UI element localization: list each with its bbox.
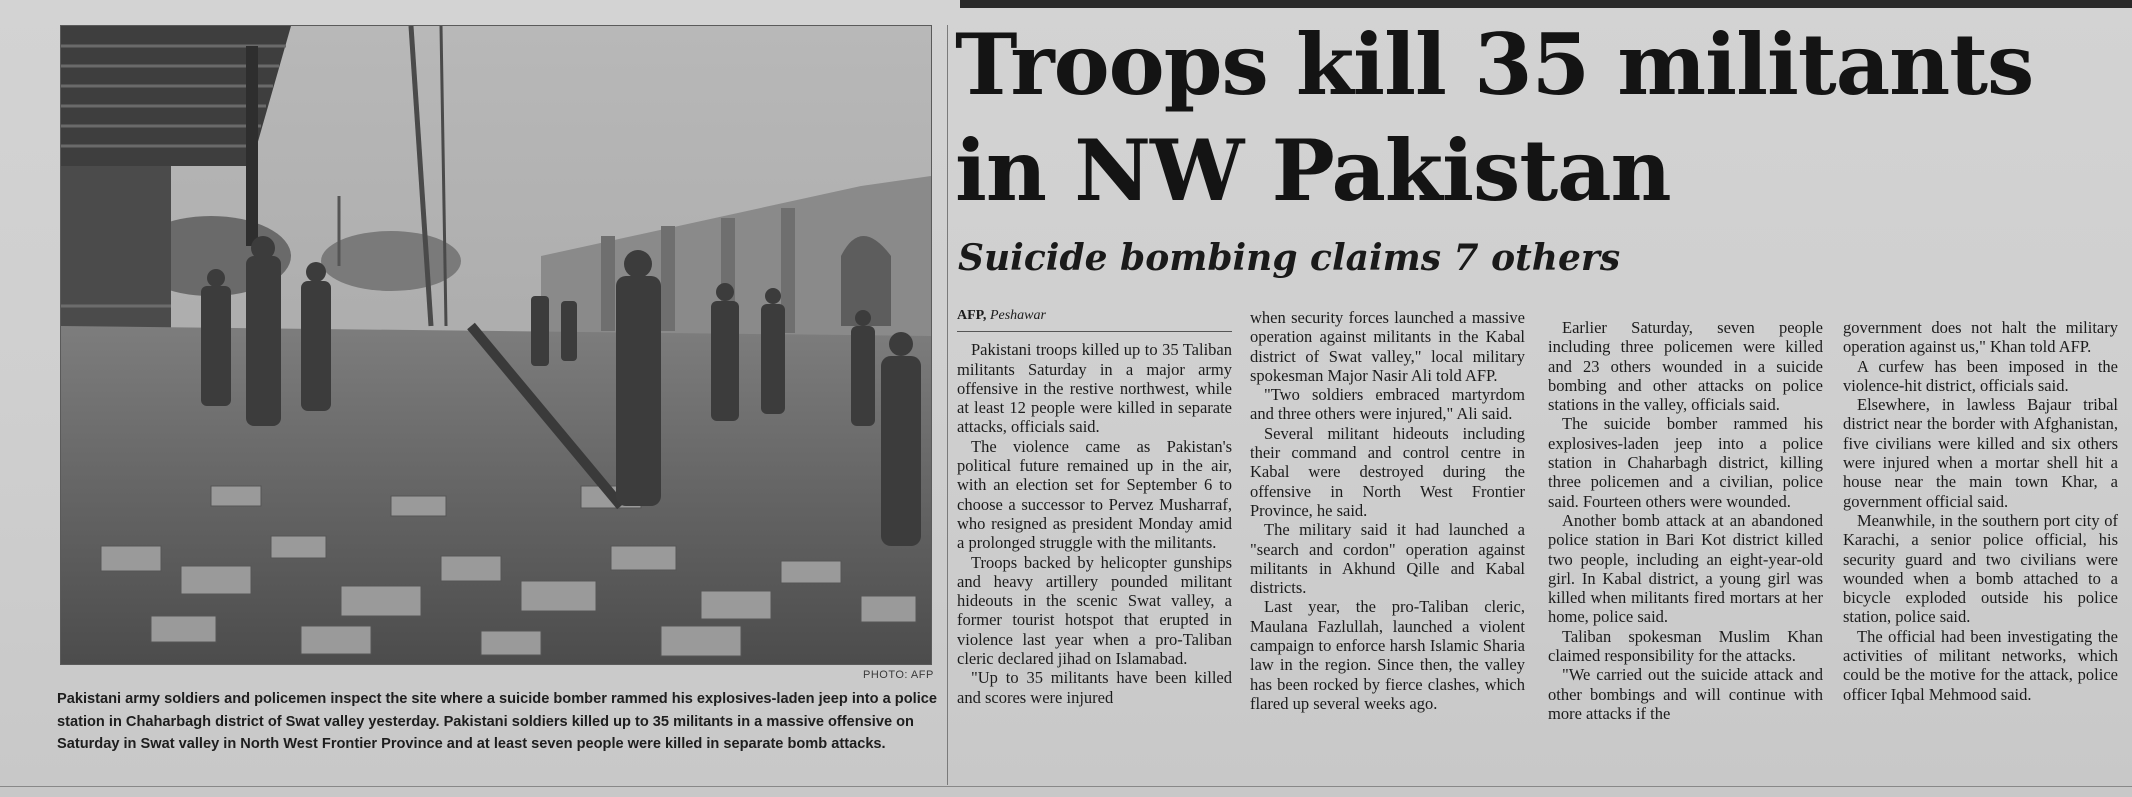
subheadline: Suicide bombing claims 7 others — [958, 237, 1621, 279]
paragraph: Another bomb attack at an abandoned police station in Bari Kot district killed two people, including an eight-year-old girl. In Kabal district, a young girl was killed when militants fired mortars at her home, police said. — [1548, 510, 1823, 627]
paragraph: Troops backed by helicopter gunships and heavy artillery pounded militant hideouts in the scenic Swat valley, a former tourist hotspot that erupted in violence last year when a pro-Taliban cleric declared jihad on Islamabad. — [957, 552, 1232, 669]
paragraph: "We carried out the suicide attack and other bombings and will continue with more attacks if the — [1548, 665, 1823, 723]
paragraph: Elsewhere, in lawless Bajaur tribal district near the border with Afghanistan, five civilians were killed and six others were injured when a mortar shell hit a house near the main town Khar, a government official said. — [1843, 395, 2118, 511]
paragraph: The violence came as Pakistan's political future remained up in the air, with an election set for September 6 to choose a successor to Pervez Musharraf, who resigned as president Monday amid a prolonged struggle with the militants. — [957, 436, 1232, 553]
article-column-4 — [1843, 318, 2118, 704]
byline-place: Peshawar — [989, 308, 1046, 323]
paragraph: The military said it had launched a "search and cordon" operation against militants in Akhund Qille and Kabal districts. — [1250, 520, 1525, 598]
paragraph: Taliban spokesman Muslim Khan claimed responsibility for the attacks. — [1548, 626, 1823, 666]
headline-line-2: in NW Pakistan — [955, 121, 1671, 220]
paragraph: Meanwhile, in the southern port city of Karachi, a senior police official, his security guard and two civilians were wounded when a bomb attached to a bicycle exploded outside his police station, police said. — [1843, 510, 2118, 627]
paragraph: The official had been investigating the activities of militant networks, which could be the motive for the attack, police officer Iqbal Mehmood said. — [1843, 626, 2118, 704]
bottom-rule — [0, 786, 2132, 787]
byline — [957, 306, 1232, 332]
paragraph: The suicide bomber rammed his explosives-laden jeep into a police station in Chaharbagh district, killing three policemen and a civilian, police said. Fourteen others were wounded. — [1548, 414, 1823, 511]
headline-line-1: Troops kill 35 militants — [955, 15, 2034, 114]
photo-caption: Pakistani army soldiers and policemen inspect the site where a suicide bomber rammed his explosives-laden jeep into a police station in Chaharbagh district of Swat valley yesterday. Pakistani soldiers killed up to 35 militants in a massive offensive on Saturday in Swat valley in North West Frontier Province and at least seven people were killed in separate bomb attacks. — [57, 691, 937, 753]
paragraph: "Two soldiers embraced martyrdom and three others were injured," Ali said. — [1250, 385, 1525, 424]
paragraph: A curfew has been imposed in the violence-hit district, officials said. — [1843, 356, 2118, 395]
paragraph: when security forces launched a massive operation against militants in the Kabal district of Swat valley," local military spokesman Major Nasir Ali told AFP. — [1250, 308, 1525, 385]
paragraph: government does not halt the military operation against us," Khan told AFP. — [1843, 318, 2118, 357]
article-column-1 — [957, 306, 1232, 707]
paragraph: Pakistani troops killed up to 35 Taliban militants Saturday in a major army offensive in the restive northwest, while at least 12 people were killed in separate attacks, officials said. — [957, 340, 1232, 437]
paragraph: Earlier Saturday, seven people including three policemen were killed and 23 others wounded in a suicide bombing and other attacks on police stations in the valley, officials said. — [1548, 318, 1823, 415]
photo-credit: PHOTO: AFP — [863, 669, 934, 681]
byline-agency: AFP, — [957, 308, 987, 323]
column-divider — [947, 25, 948, 785]
top-rule — [960, 0, 2132, 8]
paragraph: Several militant hideouts including their command and control centre in Kabal were destroyed during the offensive in North West Frontier Province, he said. — [1250, 423, 1525, 520]
article-column-2 — [1250, 308, 1525, 713]
paragraph: "Up to 35 militants have been killed and scores were injured — [957, 668, 1232, 707]
news-photo — [60, 25, 932, 665]
headline — [955, 12, 2130, 224]
bomb-site-photo — [61, 26, 931, 664]
article-column-3 — [1548, 318, 1823, 723]
paragraph: Last year, the pro-Taliban cleric, Maulana Fazlullah, launched a violent campaign to enforce harsh Islamic Sharia law in the region. Since then, the valley has been rocked by fierce clashes, which flared up several weeks ago. — [1250, 597, 1525, 713]
